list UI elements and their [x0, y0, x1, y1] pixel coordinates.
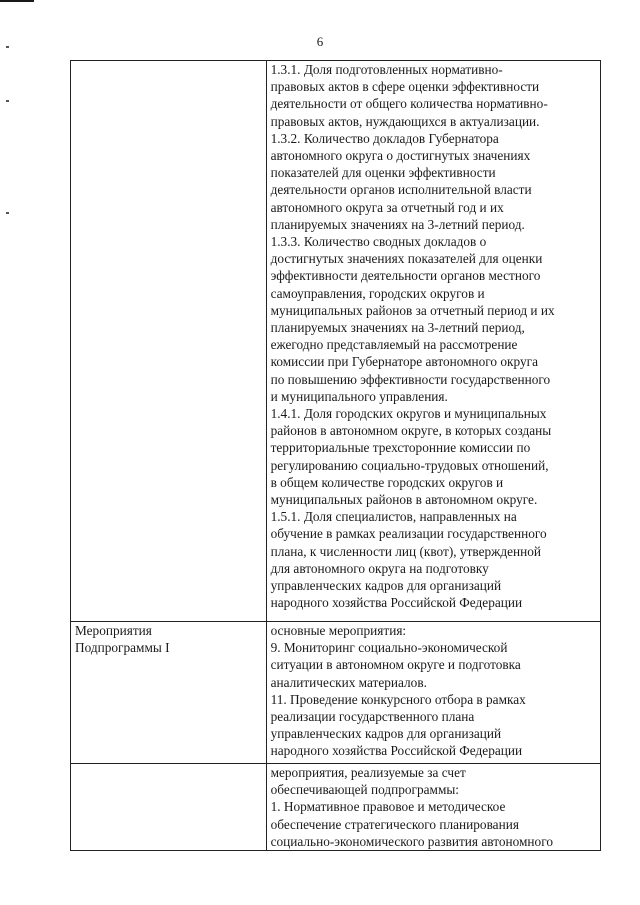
- row2-right-cell: [266, 622, 600, 764]
- text-line: достигнутых значениях показателей для оценки: [270, 251, 543, 267]
- text-line: показателей для оценки эффективности: [270, 165, 496, 181]
- table-row: [71, 61, 601, 622]
- text-line: 11. Проведение конкурсного отбора в рамках: [270, 691, 526, 707]
- text-line: эффективности деятельности органов местного: [270, 268, 541, 284]
- text-line: и муниципального управления.: [270, 388, 448, 404]
- row3-right-cell: [266, 764, 600, 851]
- text-line: 9. Мониторинг социально-экономической: [270, 640, 508, 656]
- text-line: муниципальных районов в автономном округе.: [270, 492, 538, 508]
- text-line: планируемых значениях на 3-летний период,: [270, 320, 525, 336]
- text-line: 1.3.3. Количество сводных докладов о: [270, 234, 487, 250]
- text-line: 1.5.1. Доля специалистов, направленных на: [270, 509, 517, 525]
- text-line: 1.3.1. Доля подготовленных нормативно-: [270, 62, 503, 77]
- text-line: регулированию социально-трудовых отношений,: [270, 457, 549, 473]
- text-line: обеспечивающей подпрограммы:: [270, 782, 459, 798]
- text-line: управленческих кадров для организаций: [270, 726, 502, 742]
- text-line: муниципальных районов за отчетный период и их: [270, 302, 555, 318]
- text-line: 1.4.1. Доля городских округов и муниципальных: [270, 406, 547, 422]
- text-line: комиссии при Губернаторе автономного округа: [270, 354, 538, 370]
- text-line: аналитических материалов.: [270, 674, 427, 690]
- text-line: народного хозяйства Российской Федерации: [270, 743, 523, 759]
- text-line: правовых актов, нуждающихся в актуализации.: [270, 113, 540, 129]
- row1-left-cell: [71, 61, 267, 622]
- text-line: деятельности от общего количества нормативно-: [270, 96, 548, 112]
- row1-right-cell: [266, 61, 600, 622]
- text-line: обучение в рамках реализации государственного: [270, 526, 547, 542]
- table-row: [71, 764, 601, 851]
- row3-left-cell: [71, 764, 267, 851]
- text-line: в общем количестве городских округов и: [270, 474, 504, 490]
- text-line: планируемых значениях на 3-летний период.: [270, 216, 525, 232]
- text-line: правовых актов в сфере оценки эффективности: [270, 79, 540, 95]
- text-line: мероприятия, реализуемые за счет: [270, 765, 466, 780]
- text-line: самоуправления, городских округов и: [270, 285, 485, 301]
- margin-dot: [6, 212, 9, 214]
- text-line: ситуации в автономном округе и подготовка: [270, 657, 521, 673]
- text-line: 1. Нормативное правовое и методическое: [270, 799, 506, 815]
- text-line: народного хозяйства Российской Федерации: [270, 595, 523, 611]
- text-line: автономного округа за отчетный год и их: [270, 199, 504, 215]
- text-line: деятельности органов исполнительной власти: [270, 182, 532, 198]
- page-number: 6: [316, 34, 324, 49]
- section-label-line: Мероприятия: [75, 623, 152, 638]
- text-line: ежегодно представляемый на рассмотрение: [270, 337, 518, 353]
- text-line: территориальные трехсторонние комиссии по: [270, 440, 531, 456]
- text-line: обеспечение стратегического планирования: [270, 816, 519, 832]
- text-line: по повышению эффективности государственного: [270, 371, 551, 387]
- text-line: социально-экономического развития автономного: [270, 833, 553, 849]
- text-line: реализации государственного плана: [270, 709, 475, 725]
- program-table: [70, 60, 601, 851]
- row2-left-cell: [71, 622, 267, 764]
- text-line: 1.3.2. Количество докладов Губернатора: [270, 130, 499, 146]
- text-line: управленческих кадров для организаций: [270, 578, 502, 594]
- margin-dot: [6, 100, 9, 102]
- text-line: автономного округа о достигнутых значениях: [270, 148, 531, 164]
- text-line: основные мероприятия:: [270, 623, 407, 638]
- section-label-line: Подпрограммы I: [75, 640, 170, 656]
- scan-edge-mark: [0, 0, 34, 2]
- text-line: для автономного округа на подготовку: [270, 560, 489, 576]
- table-row: [71, 622, 601, 764]
- text-line: плана, к численности лиц (квот), утвержденной: [270, 543, 541, 559]
- text-line: районов в автономном округе, в которых созданы: [270, 423, 552, 439]
